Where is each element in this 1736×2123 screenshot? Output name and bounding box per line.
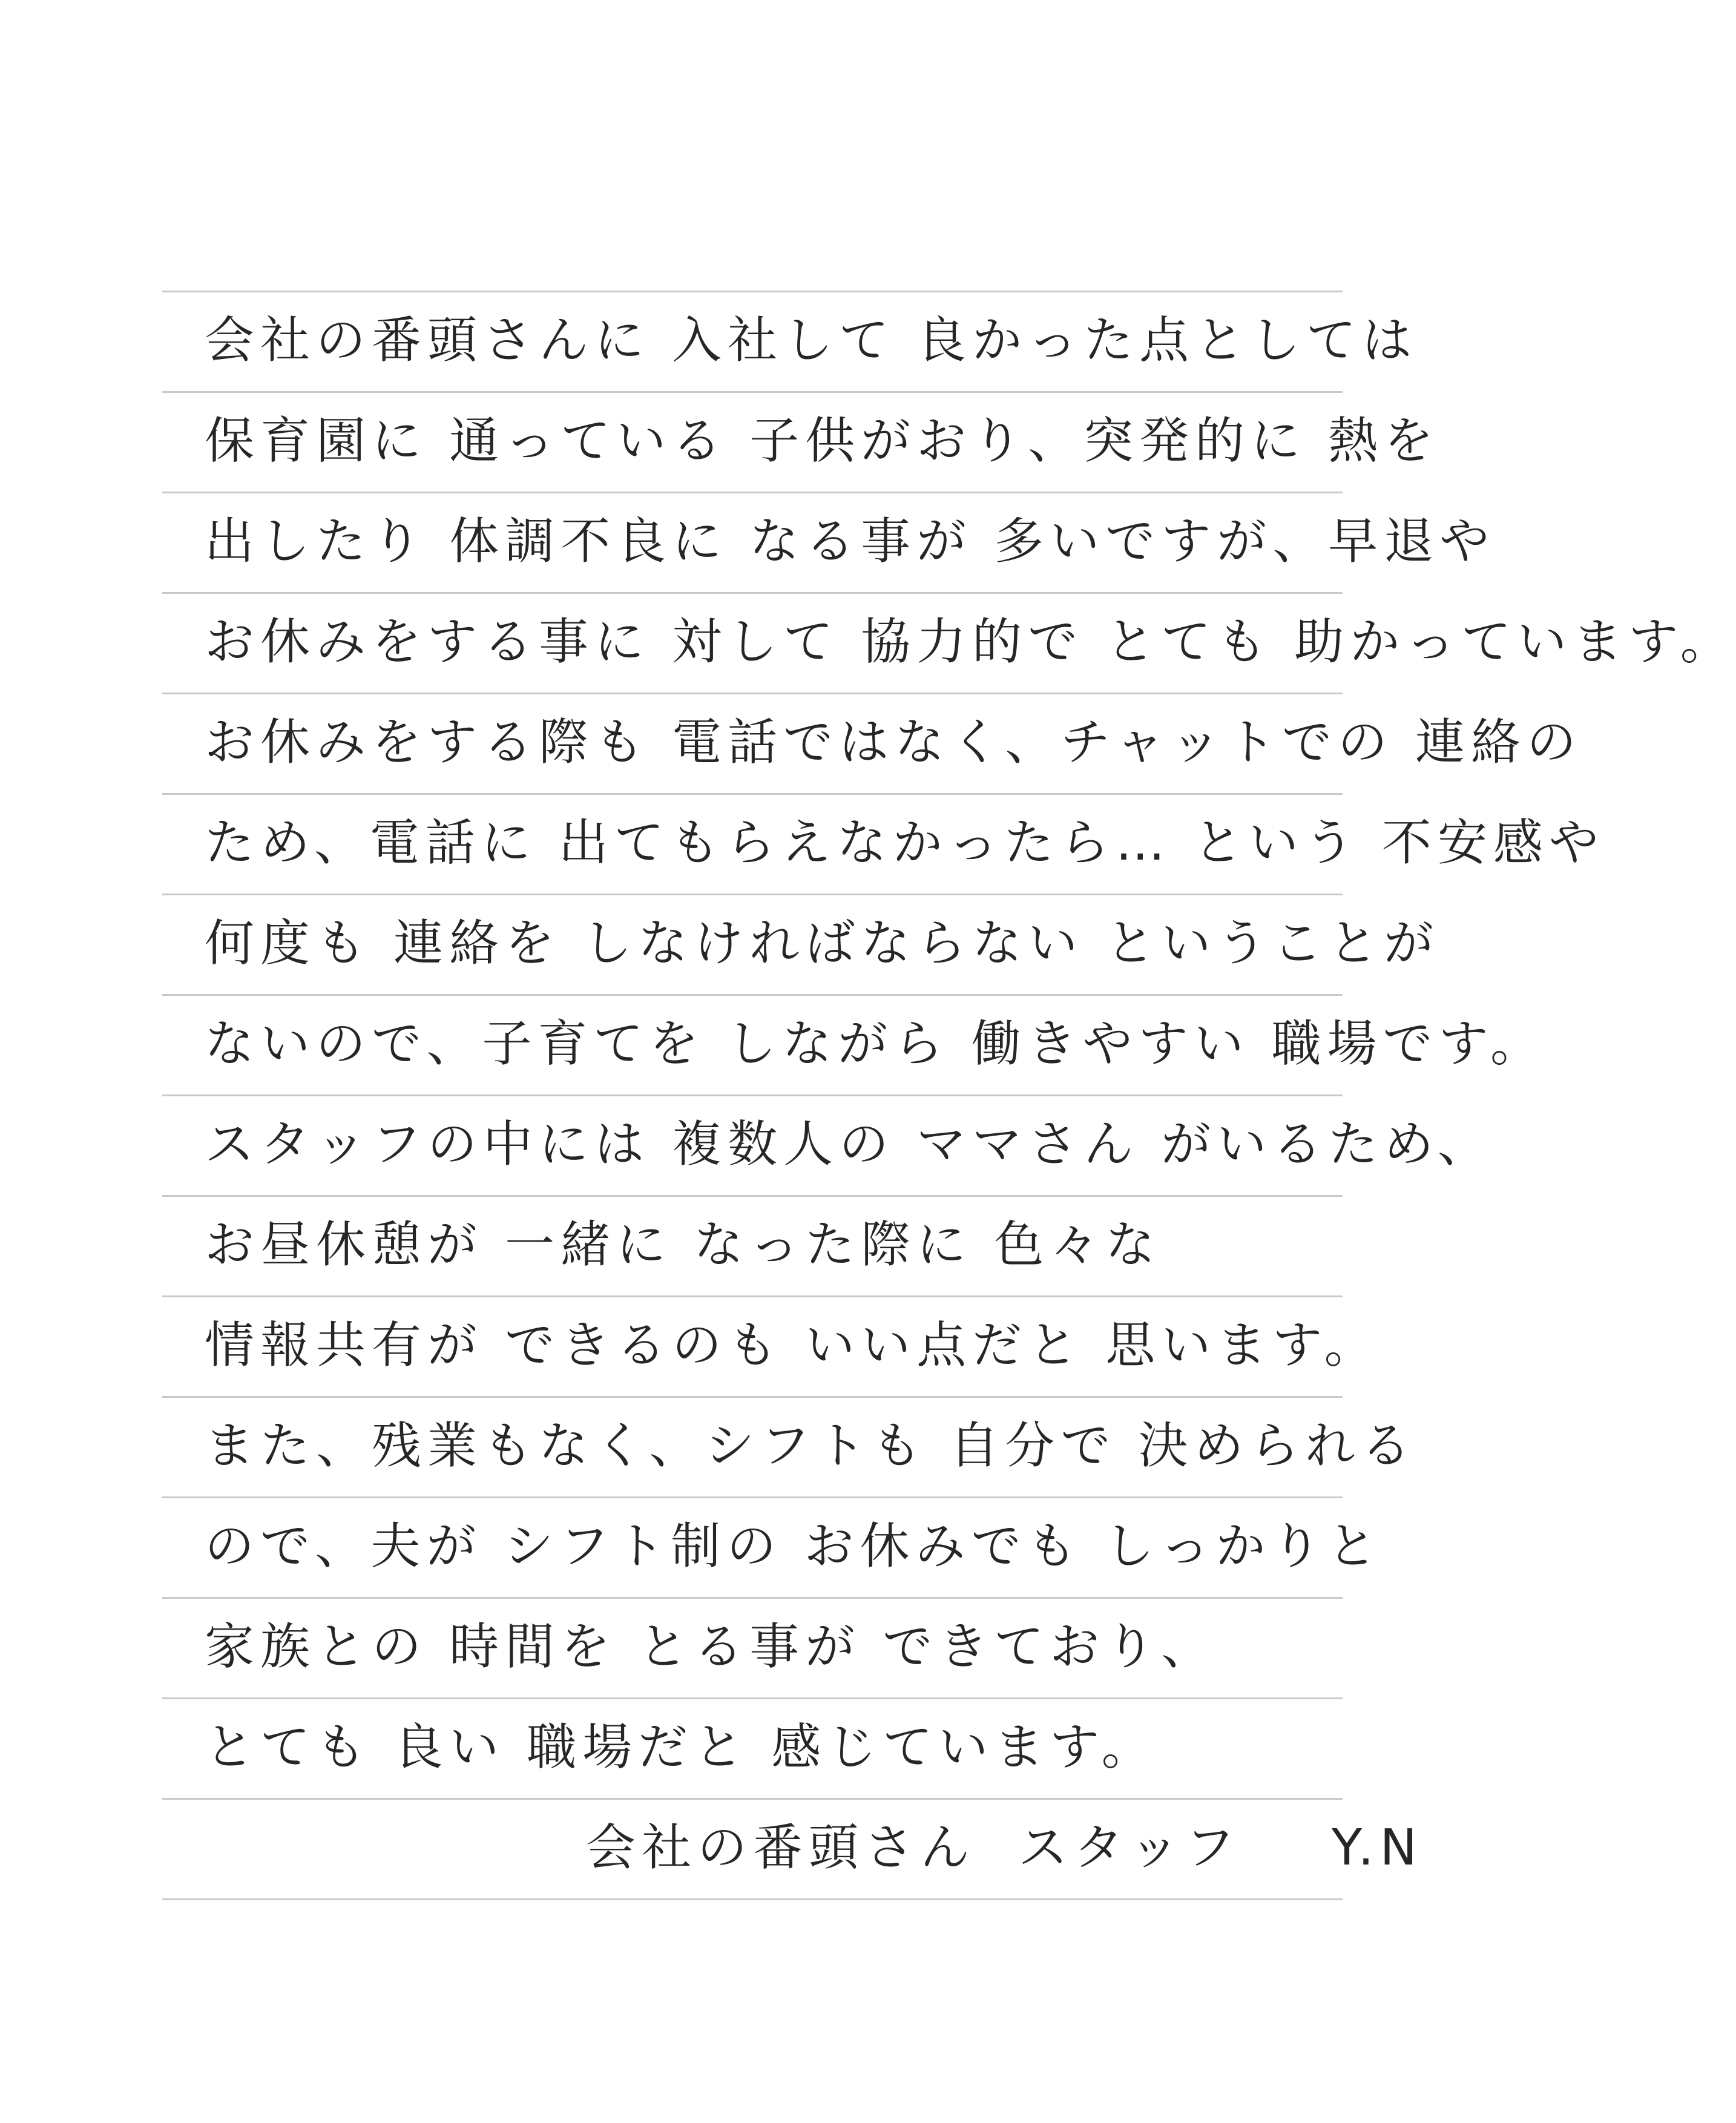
- signature-initials: Y.N: [1332, 1819, 1423, 1877]
- letter-line: お昼休憩が 一緒に なった際に 色々な: [205, 1216, 1162, 1274]
- letter-line: ため、電話に 出てもらえなかったら… という 不安感や: [205, 814, 1605, 872]
- signature-company: 会社の番頭さん: [586, 1819, 976, 1877]
- letter-line: ので、夫が シフト制の お休みでも しっかりと: [205, 1518, 1383, 1575]
- ruled-writing-area: [162, 291, 1736, 1919]
- letter-line: 何度も 連絡を しなければならない ということが: [205, 915, 1440, 972]
- ruled-line: [162, 592, 1343, 594]
- letter-line: 出したり 体調不良に なる事が 多いですが、早退や: [205, 513, 1496, 570]
- letter-line: 保育園に 通っている 子供がおり、突発的に 熱を: [205, 412, 1440, 470]
- ruled-line: [162, 1195, 1343, 1197]
- letter-line: 家族との 時間を とる事が できており、: [205, 1618, 1217, 1676]
- ruled-line: [162, 1597, 1343, 1599]
- letter-line: スタッフの中には 複数人の ママさん がいるため、: [205, 1116, 1493, 1173]
- ruled-line: [162, 291, 1343, 292]
- ruled-line: [162, 1496, 1343, 1498]
- signature-role: スタッフ: [1018, 1819, 1241, 1877]
- ruled-line: [162, 1898, 1343, 1900]
- ruled-line: [162, 894, 1343, 895]
- letter-line: ないので、子育てを しながら 働きやすい 職場です。: [205, 1015, 1546, 1073]
- ruled-line: [162, 1697, 1343, 1699]
- letter-line: 情報共有が できるのも いい点だと 思います。: [205, 1317, 1380, 1374]
- letter-line: お休みをする事に 対して 協力的で とても 助かっています。: [205, 613, 1736, 671]
- letter-line: また、残業もなく、シフトも 自分で 決められる: [205, 1417, 1417, 1475]
- ruled-line: [162, 693, 1343, 694]
- ruled-line: [162, 1798, 1343, 1800]
- signature: [586, 1809, 1423, 1888]
- ruled-line: [162, 1295, 1343, 1297]
- ruled-line: [162, 1094, 1343, 1096]
- letter-line: 会社の番頭さんに 入社して 良かった点としては: [205, 312, 1418, 369]
- ruled-line: [162, 1396, 1343, 1398]
- ruled-line: [162, 994, 1343, 996]
- letter-line: とても 良い 職場だと 感じています。: [205, 1719, 1157, 1776]
- ruled-line: [162, 492, 1343, 493]
- ruled-line: [162, 793, 1343, 795]
- letter-line: お休みをする際も 電話ではなく、チャットでの 連絡の: [205, 714, 1583, 771]
- ruled-line: [162, 391, 1343, 393]
